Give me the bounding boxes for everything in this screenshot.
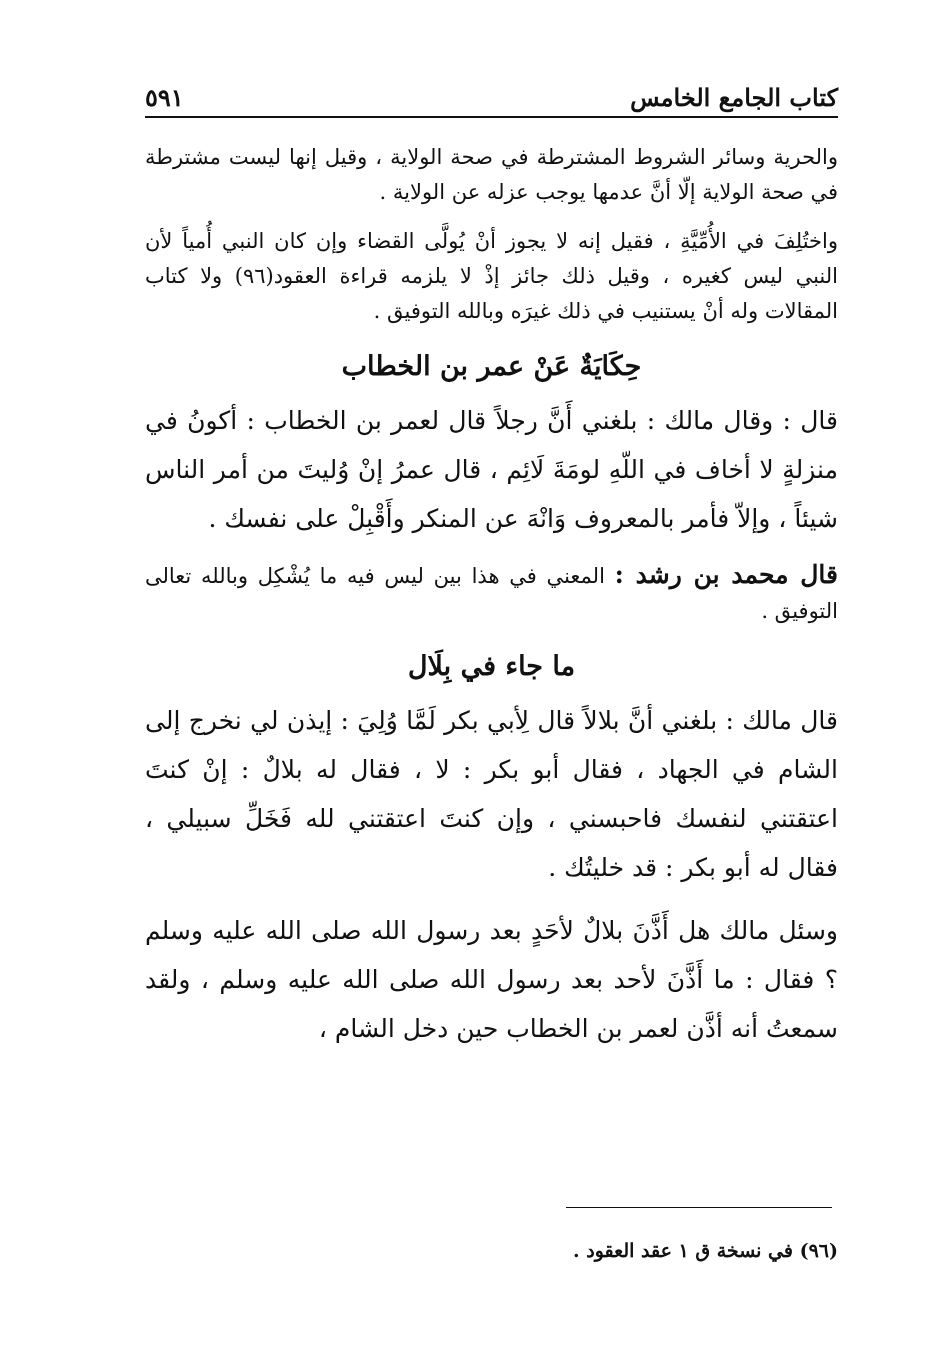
footnote-divider [566,1207,832,1208]
paragraph-4-text: المعني في هذا بين ليس فيه ما يُشْكِل وبالله تعالى التوفيق . [145,564,838,623]
paragraph-3: قال : وقال مالك : بلغني أَنَّ رجلاً قال لعمر بن الخطاب : أكونُ في منزلةٍ لا أخاف في اللّهِ لومَةَ لَائِم ، قال عمرُ إنْ وُليتَ من أمر الناس شيئاً ، وإلاّ فأمر بالمعروف وَانْهَ عن المنكر وأَقْبِلْ على نفسك . [145,406,838,533]
paragraph-2: واختُلِفَ في الأُمِّيَّةِ ، فقيل إنه لا يجوز أنْ يُولَّى القضاء وإن كان النبي أُمياً لأن النبي ليس كغيره ، وقيل ذلك جائز إذْ لا يلزمه قراءة العقود(٩٦) ولا كتاب المقالات وله أنْ يستنيب في ذلك غيرَه وبالله التوفيق . [145,229,838,323]
footnote: (٩٦) في نسخة ق ١ عقد العقود . [573,1240,838,1262]
paragraph-5: قال مالك : بلغني أنَّ بلالاً قال لِأبي بكر لَمَّا وُلِيَ : إيذن لي نخرج إلى الشام في الجهاد ، فقال أبو بكر : لا ، فقال له بلالٌ : إنْ كنتَ اعتقتني لنفسك فاحبسني ، وإن كنتَ اعتقتني لله فَخَلِّ سبيلي ، فقال له أبو بكر : قد خليتُك . [145,706,838,882]
paragraph-6: وسئل مالك هل أَذَّنَ بلالٌ لأحَدٍ بعد رسول الله صلى الله عليه وسلم ؟ فقال : ما أَذَّنَ لأحد بعد رسول الله صلى الله عليه وسلم ، ولقد سمعتُ أنه أذَّن لعمر بن الخطاب حين دخل الشام ، [145,916,838,1043]
page-body [145,140,838,1053]
page-number: ٥٩١ [145,83,184,112]
section-heading-umar: حِكَايَةٌ عَنْ عمر بن الخطاب [341,351,642,382]
page-header [145,78,838,118]
paragraph-1: والحرية وسائر الشروط المشترطة في صحة الولاية ، وقيل إنها ليست مشترطة في صحة الولاية إلّا أنَّ عدمها يوجب عزله عن الولاية . [145,145,838,204]
ibn-rushd-lead: قال محمد بن رشد : [614,560,838,589]
book-title: كتاب الجامع الخامس [630,83,838,112]
paragraph-4 [145,557,838,629]
section-heading-bilal: ما جاء في بِلَال [407,651,576,682]
